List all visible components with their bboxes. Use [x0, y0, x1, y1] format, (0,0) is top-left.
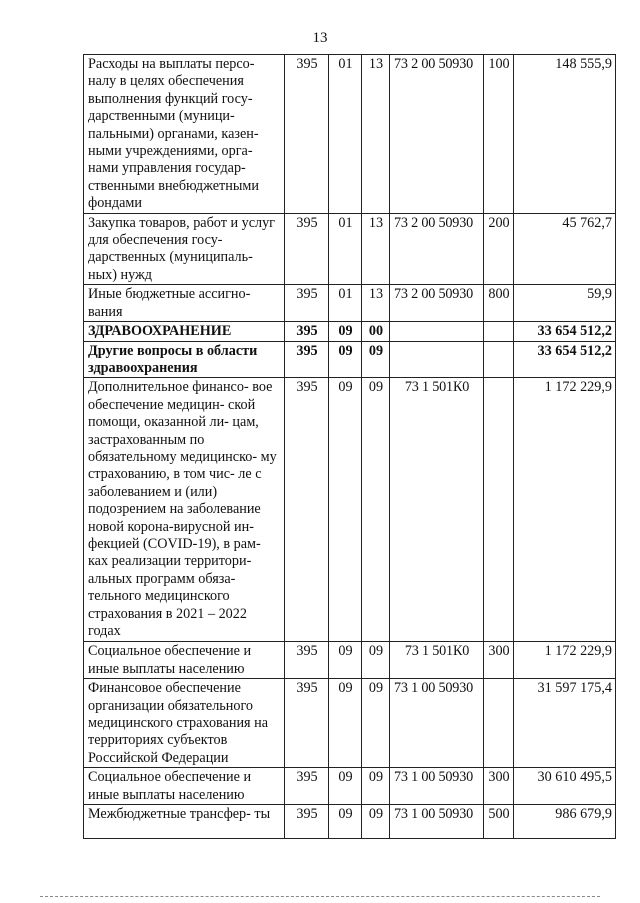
- cell-section: 09: [329, 341, 362, 378]
- cell-grbs: 395: [285, 322, 329, 341]
- cell-grbs: 395: [285, 55, 329, 214]
- budget-table: [83, 54, 616, 839]
- cell-section: 09: [329, 768, 362, 805]
- cell-amount: 30 610 495,5: [514, 768, 616, 805]
- cell-name: Дополнительное финансо- вое обеспечение медицин- ской помощи, оказанной ли- цам, застрахованным по обязательному медицинско- му страхованию, в том чис- ле с заболеванием и (или) подозрением на заболевание новой корона-вирусной ин- фекцией (COVID-19), в рам- ках реализации территори- альных программ обяза- тельного медицинского страхования в 2021 – 2022 годах: [84, 378, 285, 642]
- cell-section: 01: [329, 213, 362, 285]
- cell-name: Закупка товаров, работ и услуг для обеспечения госу- дарственных (муниципаль- ных) нужд: [84, 213, 285, 285]
- table-row: [84, 285, 616, 322]
- cell-expense-type: 800: [484, 285, 514, 322]
- page-number: 13: [312, 30, 328, 46]
- cell-amount: 45 762,7: [514, 213, 616, 285]
- cell-expense-type: [484, 322, 514, 341]
- cell-amount: 33 654 512,2: [514, 341, 616, 378]
- cell-subsection: 13: [362, 285, 390, 322]
- cell-subsection: 09: [362, 642, 390, 679]
- cell-subsection: 09: [362, 768, 390, 805]
- cell-section: 09: [329, 322, 362, 341]
- cell-grbs: 395: [285, 341, 329, 378]
- cell-expense-type: 200: [484, 213, 514, 285]
- cell-amount: 986 679,9: [514, 804, 616, 838]
- cell-subsection: 13: [362, 55, 390, 214]
- cell-expense-type: 100: [484, 55, 514, 214]
- cell-section: 09: [329, 679, 362, 768]
- cell-name: ЗДРАВООХРАНЕНИЕ: [84, 322, 285, 341]
- cell-grbs: 395: [285, 642, 329, 679]
- cell-grbs: 395: [285, 768, 329, 805]
- cell-amount: 1 172 229,9: [514, 642, 616, 679]
- budget-table-body: [84, 55, 616, 839]
- cell-name: Финансовое обеспечение организации обязательного медицинского страхования на территориях субъектов Российской Федерации: [84, 679, 285, 768]
- cell-target-article: 73 2 00 50930: [390, 213, 484, 285]
- cell-name: Межбюджетные трансфер- ты: [84, 804, 285, 838]
- cell-grbs: 395: [285, 804, 329, 838]
- cell-target-article: 73 2 00 50930: [390, 55, 484, 214]
- cell-target-article: 73 1 501К0: [390, 378, 484, 642]
- cell-target-article: 73 1 00 50930: [390, 768, 484, 805]
- cell-name: Расходы на выплаты персо- налу в целях обеспечения выполнения функций госу- дарственными (муници- пальными) органами, казен- ными учреждениями, орга- нами управления государ- ственными внебюджетными фондами: [84, 55, 285, 214]
- table-row: [84, 322, 616, 341]
- table-row: [84, 213, 616, 285]
- cell-name: Иные бюджетные ассигно- вания: [84, 285, 285, 322]
- cell-grbs: 395: [285, 679, 329, 768]
- page-bottom-rule: [40, 896, 600, 897]
- cell-target-article: 73 1 00 50930: [390, 679, 484, 768]
- cell-target-article: [390, 322, 484, 341]
- cell-expense-type: [484, 679, 514, 768]
- cell-name: Другие вопросы в области здравоохранения: [84, 341, 285, 378]
- cell-amount: 33 654 512,2: [514, 322, 616, 341]
- cell-subsection: 09: [362, 804, 390, 838]
- cell-subsection: 09: [362, 341, 390, 378]
- cell-target-article: 73 1 00 50930: [390, 804, 484, 838]
- cell-amount: 59,9: [514, 285, 616, 322]
- cell-amount: 1 172 229,9: [514, 378, 616, 642]
- cell-target-article: 73 2 00 50930: [390, 285, 484, 322]
- cell-section: 01: [329, 55, 362, 214]
- cell-name: Социальное обеспечение и иные выплаты населению: [84, 642, 285, 679]
- cell-expense-type: 300: [484, 642, 514, 679]
- cell-subsection: 09: [362, 679, 390, 768]
- cell-section: 09: [329, 378, 362, 642]
- table-row: [84, 55, 616, 214]
- cell-grbs: 395: [285, 378, 329, 642]
- cell-section: 09: [329, 804, 362, 838]
- cell-section: 09: [329, 642, 362, 679]
- cell-grbs: 395: [285, 285, 329, 322]
- table-row: [84, 768, 616, 805]
- cell-subsection: 09: [362, 378, 390, 642]
- table-row: [84, 804, 616, 838]
- cell-subsection: 00: [362, 322, 390, 341]
- cell-grbs: 395: [285, 213, 329, 285]
- table-row: [84, 679, 616, 768]
- cell-target-article: [390, 341, 484, 378]
- cell-section: 01: [329, 285, 362, 322]
- cell-amount: 31 597 175,4: [514, 679, 616, 768]
- cell-target-article: 73 1 501К0: [390, 642, 484, 679]
- table-row: [84, 378, 616, 642]
- cell-name: Социальное обеспечение и иные выплаты населению: [84, 768, 285, 805]
- cell-expense-type: [484, 341, 514, 378]
- cell-expense-type: [484, 378, 514, 642]
- cell-amount: 148 555,9: [514, 55, 616, 214]
- table-row: [84, 642, 616, 679]
- table-row: [84, 341, 616, 378]
- cell-expense-type: 300: [484, 768, 514, 805]
- cell-subsection: 13: [362, 213, 390, 285]
- cell-expense-type: 500: [484, 804, 514, 838]
